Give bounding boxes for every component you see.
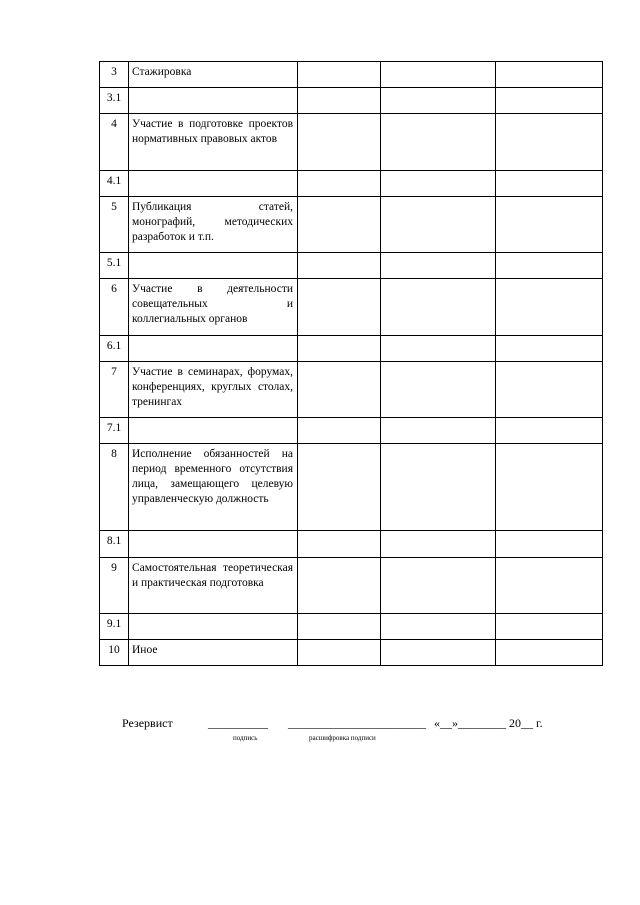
empty-cell bbox=[496, 640, 603, 666]
row-number-cell: 6 bbox=[100, 279, 129, 336]
row-number-cell: 4.1 bbox=[100, 171, 129, 197]
activity-cell: Участие в семинарах, форумах, конференциях, круглых столах, тренингах bbox=[129, 362, 298, 418]
empty-cell bbox=[381, 531, 496, 558]
row-number-cell: 7 bbox=[100, 362, 129, 418]
empty-cell bbox=[298, 88, 381, 114]
table-row bbox=[100, 444, 603, 531]
reservist-label: Резервист bbox=[122, 716, 173, 730]
row-number-cell: 9 bbox=[100, 558, 129, 614]
row-number-cell: 6.1 bbox=[100, 336, 129, 362]
empty-cell bbox=[496, 558, 603, 614]
empty-cell bbox=[381, 88, 496, 114]
row-number-cell: 10 bbox=[100, 640, 129, 666]
empty-cell bbox=[298, 558, 381, 614]
activity-cell bbox=[129, 336, 298, 362]
empty-cell bbox=[381, 171, 496, 197]
row-number-cell: 8 bbox=[100, 444, 129, 531]
activity-cell: Стажировка bbox=[129, 62, 298, 88]
empty-cell bbox=[496, 197, 603, 253]
activity-cell: Участие в деятельности совещательных и коллегиальных органов bbox=[129, 279, 298, 336]
table-row bbox=[100, 614, 603, 640]
empty-cell bbox=[381, 336, 496, 362]
row-number-cell: 5.1 bbox=[100, 253, 129, 279]
activity-cell: Самостоятельная теоретическая и практическая подготовка bbox=[129, 558, 298, 614]
table-row bbox=[100, 62, 603, 88]
signature-decode-hint: расшифровка подписи bbox=[309, 734, 376, 742]
table-row bbox=[100, 362, 603, 418]
empty-cell bbox=[496, 171, 603, 197]
empty-cell bbox=[496, 279, 603, 336]
activity-cell: Публикация статей, монографий, методических разработок и т.п. bbox=[129, 197, 298, 253]
empty-cell bbox=[381, 279, 496, 336]
table-row bbox=[100, 336, 603, 362]
row-number-cell: 3.1 bbox=[100, 88, 129, 114]
activity-cell bbox=[129, 531, 298, 558]
empty-cell bbox=[298, 114, 381, 171]
empty-cell bbox=[381, 362, 496, 418]
row-number-cell: 3 bbox=[100, 62, 129, 88]
development-plan-table bbox=[99, 61, 603, 666]
empty-cell bbox=[381, 614, 496, 640]
table-row bbox=[100, 418, 603, 444]
activity-cell: Участие в подготовке проектов нормативных правовых актов bbox=[129, 114, 298, 171]
empty-cell bbox=[381, 418, 496, 444]
table-row bbox=[100, 114, 603, 171]
empty-cell bbox=[496, 362, 603, 418]
empty-cell bbox=[298, 362, 381, 418]
activity-cell: Иное bbox=[129, 640, 298, 666]
empty-cell bbox=[496, 614, 603, 640]
empty-cell bbox=[381, 253, 496, 279]
empty-cell bbox=[298, 171, 381, 197]
empty-cell bbox=[496, 336, 603, 362]
empty-cell bbox=[298, 444, 381, 531]
empty-cell bbox=[381, 640, 496, 666]
empty-cell bbox=[496, 114, 603, 171]
empty-cell bbox=[381, 114, 496, 171]
row-number-cell: 9.1 bbox=[100, 614, 129, 640]
activity-cell bbox=[129, 418, 298, 444]
table-row bbox=[100, 88, 603, 114]
empty-cell bbox=[298, 197, 381, 253]
empty-cell bbox=[496, 88, 603, 114]
activity-cell: Исполнение обязанностей на период временного отсутствия лица, замещающего целевую управленческую должность bbox=[129, 444, 298, 531]
empty-cell bbox=[381, 62, 496, 88]
activity-cell bbox=[129, 171, 298, 197]
empty-cell bbox=[298, 640, 381, 666]
empty-cell bbox=[496, 444, 603, 531]
empty-cell bbox=[496, 531, 603, 558]
empty-cell bbox=[496, 418, 603, 444]
date-line: «__»________ 20__ г. bbox=[434, 716, 543, 730]
activity-cell bbox=[129, 253, 298, 279]
table-row bbox=[100, 197, 603, 253]
signature-line: __________ bbox=[208, 716, 268, 730]
table-row bbox=[100, 640, 603, 666]
empty-cell bbox=[298, 253, 381, 279]
table-body bbox=[100, 62, 603, 666]
empty-cell bbox=[298, 336, 381, 362]
empty-cell bbox=[298, 614, 381, 640]
row-number-cell: 4 bbox=[100, 114, 129, 171]
empty-cell bbox=[381, 558, 496, 614]
table-row bbox=[100, 253, 603, 279]
row-number-cell: 7.1 bbox=[100, 418, 129, 444]
activity-cell bbox=[129, 88, 298, 114]
signature-hint: подпись bbox=[233, 734, 258, 742]
empty-cell bbox=[496, 62, 603, 88]
activity-cell bbox=[129, 614, 298, 640]
empty-cell bbox=[381, 197, 496, 253]
empty-cell bbox=[496, 253, 603, 279]
signature-decode-line: _______________________ bbox=[288, 716, 426, 730]
empty-cell bbox=[381, 444, 496, 531]
row-number-cell: 8.1 bbox=[100, 531, 129, 558]
empty-cell bbox=[298, 62, 381, 88]
empty-cell bbox=[298, 531, 381, 558]
table-row bbox=[100, 279, 603, 336]
table-row bbox=[100, 531, 603, 558]
row-number-cell: 5 bbox=[100, 197, 129, 253]
table-row bbox=[100, 171, 603, 197]
empty-cell bbox=[298, 279, 381, 336]
table-row bbox=[100, 558, 603, 614]
empty-cell bbox=[298, 418, 381, 444]
